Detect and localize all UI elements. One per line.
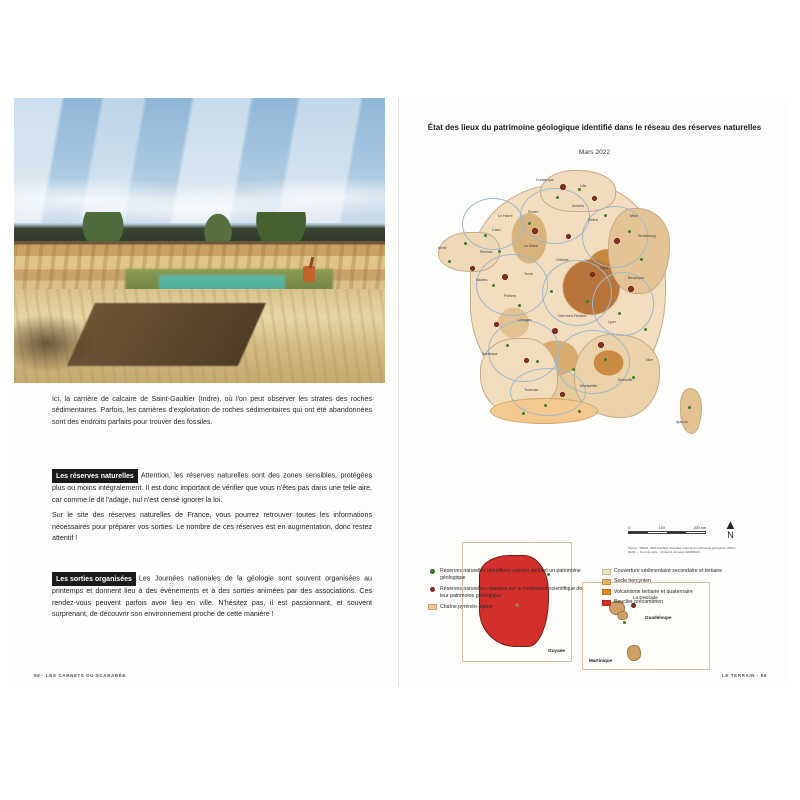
map-marker-green[interactable]: [578, 188, 581, 191]
legend-swatch-bouclier-precambrien: [602, 600, 611, 606]
map-city-label: Brest: [438, 246, 447, 250]
map-marker-green[interactable]: [484, 234, 487, 237]
legend-label: Couverture sédimentaire secondaire et tertiaire: [614, 568, 723, 574]
scale-tick: 100: [658, 526, 665, 530]
north-arrow: [724, 518, 737, 540]
legend-label: Réserves naturelles identifiées comme abritant un patrimoine géologique: [440, 568, 581, 582]
scale-ticks: [628, 526, 706, 530]
map-city-label: Clermont-Ferrand: [558, 314, 587, 318]
martinique-landmass: [627, 645, 641, 661]
inset-label-desirade: La Désirade: [633, 595, 658, 600]
map-city-label: Marseille: [618, 378, 633, 382]
map-city-label: Lyon: [608, 320, 616, 324]
legend-column-right: [602, 568, 764, 614]
legend-swatch-socle-hercynien: [602, 579, 611, 585]
inset-label-guyane: Guyane: [548, 648, 565, 653]
map-marker-classified[interactable]: [502, 274, 508, 280]
legend-label: Volcanisme tertiaire et quaternaire: [614, 588, 693, 595]
scale-bar-graphic: [628, 531, 706, 534]
map-boundary: [476, 254, 548, 316]
legend-label: Socle hercynien: [614, 578, 651, 585]
map-marker-green[interactable]: [448, 260, 451, 263]
map-city-label: Amiens: [572, 204, 584, 208]
map-marker-classified[interactable]: [614, 238, 620, 244]
map-marker-classified[interactable]: [598, 342, 604, 348]
map-city-label: Rouen: [528, 210, 539, 214]
legend-item: [602, 589, 764, 596]
map-boundary: [520, 188, 590, 244]
footer-left: 88 · LES CARNETS DU SCARABÉE: [34, 673, 126, 678]
legend-label: Chaîne pyrénéo-alpine: [440, 603, 493, 610]
paragraph: [52, 469, 372, 506]
legend-item: [428, 604, 590, 611]
north-label: N: [727, 530, 734, 540]
photo-access-ramp: [67, 303, 266, 366]
map-city-label: Nantes: [476, 278, 488, 282]
legend-item: [602, 568, 764, 575]
map-marker-green[interactable]: [572, 368, 575, 371]
map-marker-green[interactable]: [623, 621, 626, 624]
map-region-corse: [680, 388, 702, 434]
scale-tick: 200 km: [693, 526, 706, 530]
legend-green-dot-icon: [430, 569, 435, 574]
map-city-label: Poitiers: [504, 294, 516, 298]
inset-label-martinique: Martinique: [589, 658, 613, 663]
section-sorties-organisees: [52, 572, 372, 621]
legend-label: Bouclier précambrien: [614, 599, 664, 606]
section-text: Attention, les réserves naturelles sont des zones sensibles, protégées plus ou moins intégralement. Il est donc important de vérifier que vous n'êtes pas dans une telle aire, car comme le dit l'adage, nul n'est censé ignorer la loi.: [52, 471, 372, 504]
north-arrow-icon: ▲: [724, 517, 737, 532]
map-city-label: Caen: [492, 228, 501, 232]
map-marker-classified[interactable]: [560, 184, 566, 190]
left-page: [14, 98, 399, 686]
map-marker-green[interactable]: [618, 312, 621, 315]
photo-excavator: [303, 266, 315, 282]
map-city-label: Dijon: [600, 266, 609, 270]
map-marker-green[interactable]: [506, 344, 509, 347]
map-city-label: Limoges: [518, 318, 532, 322]
map-marker-classified[interactable]: [628, 286, 634, 292]
map-city-label: Dunkerque: [536, 178, 554, 182]
right-page: [402, 98, 787, 686]
map-city-label: Besançon: [628, 276, 644, 280]
legend-swatch-volcanisme: [602, 589, 611, 595]
paragraph: Sur le site des réserves naturelles de France, vous pourrez retrouver toutes les informations nécessaires pour préparer vos sorties. Le nombre de ces réserves est en augmentation, donc restez attentif !: [52, 511, 372, 543]
map-city-label: Lille: [580, 184, 587, 188]
map-city-label: Le Mans: [524, 244, 538, 248]
inset-label-guadeloupe: Guadeloupe: [645, 615, 672, 620]
legend-column-left: [428, 568, 590, 614]
map-city-label: Reims: [588, 218, 599, 222]
map-marker-green[interactable]: [578, 410, 581, 413]
map-city-label: Le Havre: [498, 214, 513, 218]
section-badge-reserves: Les réserves naturelles: [52, 469, 138, 483]
legend-swatch-pyreneo-alpine: [428, 604, 437, 610]
paragraph: [52, 572, 372, 621]
map-subtitle: Mars 2022: [578, 149, 611, 156]
map-city-label: Ajaccio: [676, 420, 688, 424]
map-marker-green[interactable]: [550, 290, 553, 293]
map-marker-classified[interactable]: [552, 328, 558, 334]
map-marker-green[interactable]: [688, 406, 691, 409]
photo-sky: [14, 98, 385, 223]
map-legend: [428, 568, 764, 614]
map-city-label: Montpellier: [580, 384, 598, 388]
section-text: Les Journées nationales de la géologie sont souvent organisées au printemps et donnent lieu à des évènements et à des sorties animées par des associations. Ces rendez-vous peuvent parfois avoir lieu en ville. N'hésitez pas, il est passionnant, et souvent surprenant, de découvrir son environnement proche de cette manière !: [52, 574, 372, 619]
map-marker-green[interactable]: [522, 412, 525, 415]
section-reserves-naturelles: [52, 469, 372, 545]
map-city-label: Metz: [630, 214, 638, 218]
map-city-label: Bordeaux: [482, 352, 498, 356]
map-boundary: [592, 272, 654, 336]
section-badge-sorties: Les sorties organisées: [52, 572, 136, 586]
map-city-label: Rennes: [480, 250, 493, 254]
map-marker-green[interactable]: [628, 230, 631, 233]
map-marker-green[interactable]: [632, 376, 635, 379]
legend-item: [428, 586, 590, 601]
map-boundary: [510, 368, 586, 416]
map-city-label: Toulouse: [524, 388, 539, 392]
photo-caption: Ici, la carrière de calcaire de Saint-Gaultier (Indre), où l'on peut observer les strates des roches sédimentaires. Parfois, les carrières d'exploitation de roches sédimentaires qui ont été abandonnées sont des endroits parfaits pour trouver des fossiles.: [52, 395, 372, 426]
photo-shadow: [14, 315, 96, 372]
map-city-label: Tours: [524, 272, 533, 276]
map-scale-bar: [628, 526, 706, 534]
footer-right: LE TERRAIN · 89: [721, 673, 767, 678]
map-marker-classified[interactable]: [532, 228, 538, 234]
legend-item: [428, 568, 590, 583]
map-source-note: Source : MNHN, UMS PatriNat, Inventaire national du patrimoine géologique (INPG, 2022) — Fond de carte : chartes & données IGN/BRGM.: [628, 546, 736, 555]
map-marker-green[interactable]: [492, 284, 495, 287]
legend-swatch-couverture-sedimentaire: [602, 569, 611, 575]
map-city-label: Strasbourg: [638, 234, 656, 238]
map-boundary: [462, 198, 524, 250]
legend-item: [602, 599, 764, 606]
legend-item: [602, 578, 764, 585]
legend-red-dot-icon: [430, 587, 435, 592]
map-city-label: Orléans: [556, 258, 569, 262]
legend-label: Réserves naturelles classées sur le fondement scientifique de leur patrimoine géologique: [440, 585, 583, 600]
map-title: État des lieux du patrimoine géologique identifié dans le réseau des réserves naturelles: [427, 123, 762, 132]
map-city-label: Nice: [646, 358, 654, 362]
map-marker-green[interactable]: [528, 222, 531, 225]
quarry-photo: [14, 98, 385, 383]
scale-tick: 0: [628, 526, 631, 530]
